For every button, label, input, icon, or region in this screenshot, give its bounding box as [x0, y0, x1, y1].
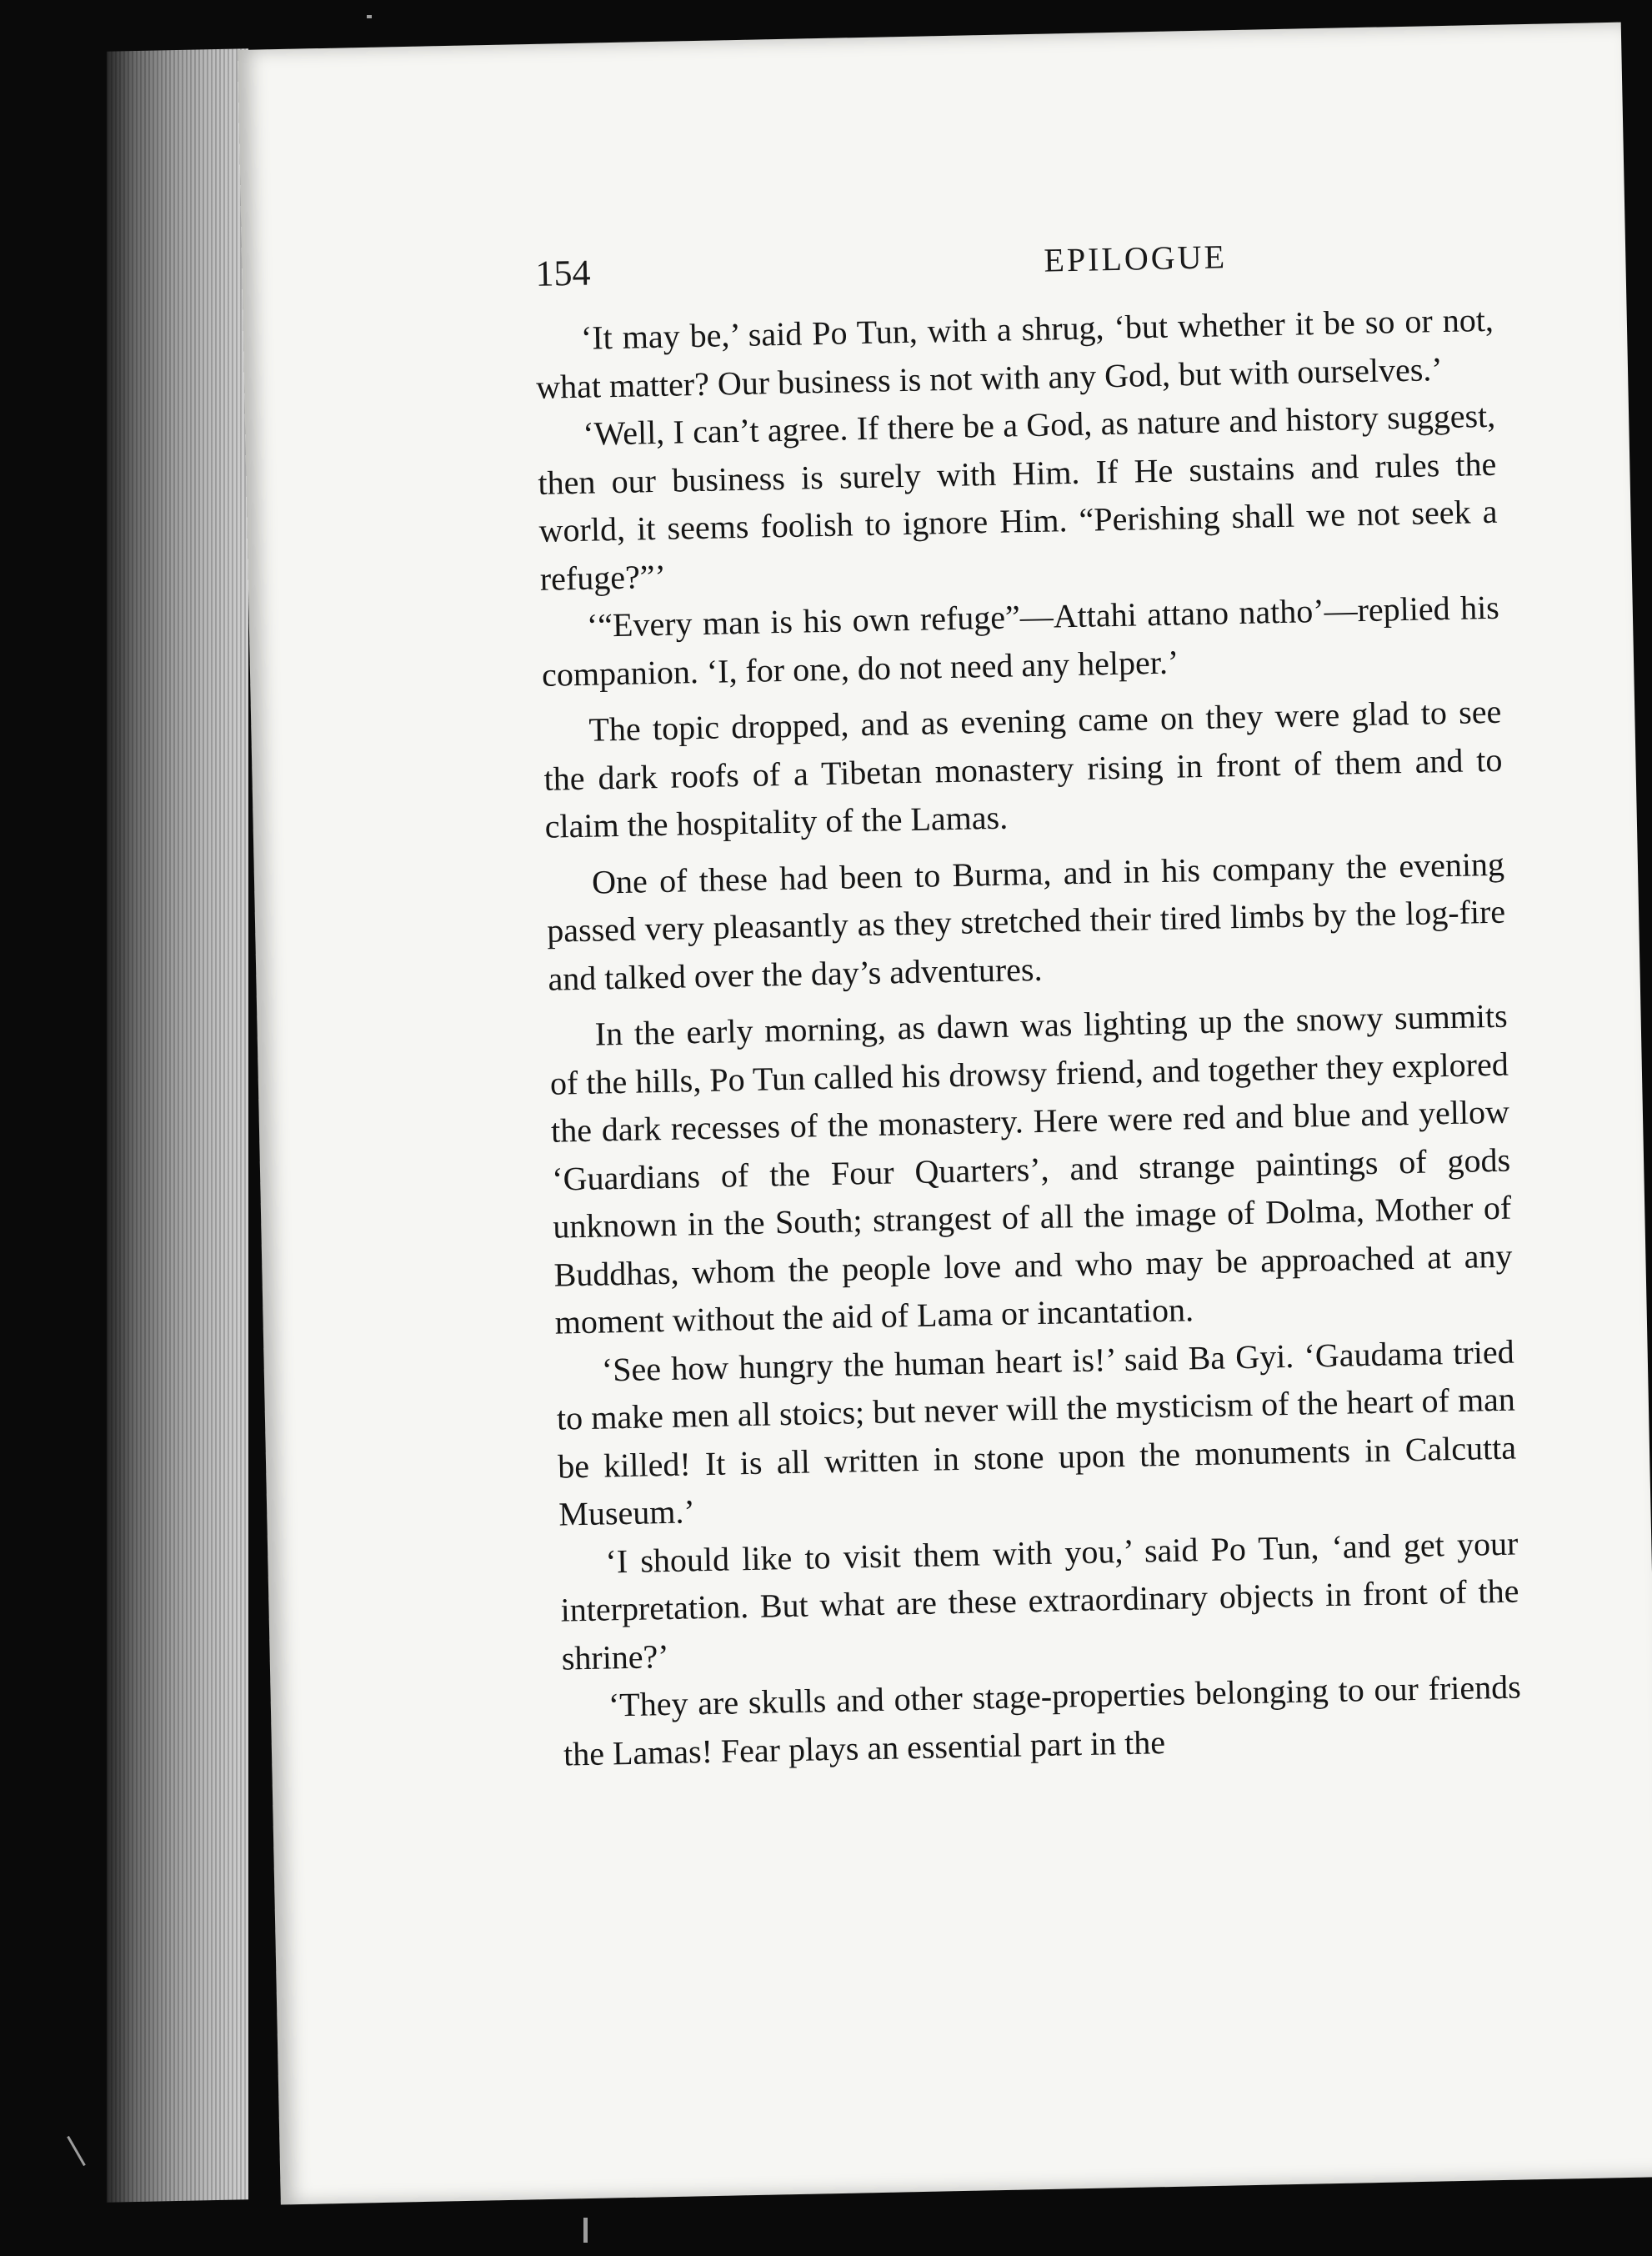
paragraph: ‘It may be,’ said Po Tun, with a shrug, ‘but whether it be so or not, what matter? Our business is not with any God, but with ourselves.’	[535, 300, 1494, 406]
paragraph: ‘They are skulls and other stage-properties belonging to our friends the Lamas! Fear plays an essential part in the	[563, 1667, 1522, 1773]
body-text	[534, 296, 1522, 1778]
paragraph: ‘See how hungry the human heart is!’ said Ba Gyi. ‘Gaudama tried to make men all stoics; but never will the mysticism of the heart of man be killed! It is all written in stone upon the monuments in Calcutta Museum.’	[556, 1332, 1517, 1533]
paragraph: In the early morning, as dawn was lighting up the snowy summits of the hills, Po Tun called his drowsy friend, and together they explored the dark recesses of the monastery. Here were red and blue and yellow ‘Guardians of the Four Quarters’, and strange paintings of gods unknown in the South; strangest of all the image of Dolma, Mother of Buddhas, whom the people love and who may be approached at any moment without the aid of Lama or incantation.	[549, 996, 1513, 1341]
page-number: 154	[534, 252, 591, 294]
scan-speck	[367, 15, 372, 18]
paragraph: ‘“Every man is his own refuge”—Attahi attano natho’—replied his companion. ‘I, for one, do not need any helper.’	[541, 588, 1500, 694]
scan-speck	[583, 2218, 588, 2243]
paragraph: One of these had been to Burma, and in his company the evening passed very pleasantly as they stretched their tired limbs by the log-fire and talked over the day’s adventures.	[546, 845, 1506, 998]
book-page-edges	[107, 48, 248, 2203]
paragraph: ‘Well, I can’t agree. If there be a God, as nature and history suggest, then our business is surely with Him. If He sustains and rules the world, it seems foolish to ignore Him. “Perishing shall we not seek a refuge?”’	[538, 396, 1498, 598]
paragraph: The topic dropped, and as evening came on they were glad to see the dark roofs of a Tibetan monastery rising in front of them and to claim the hospitality of the Lamas.	[543, 692, 1503, 845]
book-page	[238, 23, 1652, 2205]
scan-speck	[67, 2136, 86, 2166]
running-title: EPILOGUE	[1044, 238, 1228, 279]
paragraph: ‘I should like to visit them with you,’ said Po Tun, ‘and get your interpretation. But what are these extraordinary objects in front of the shrine?’	[560, 1524, 1519, 1677]
